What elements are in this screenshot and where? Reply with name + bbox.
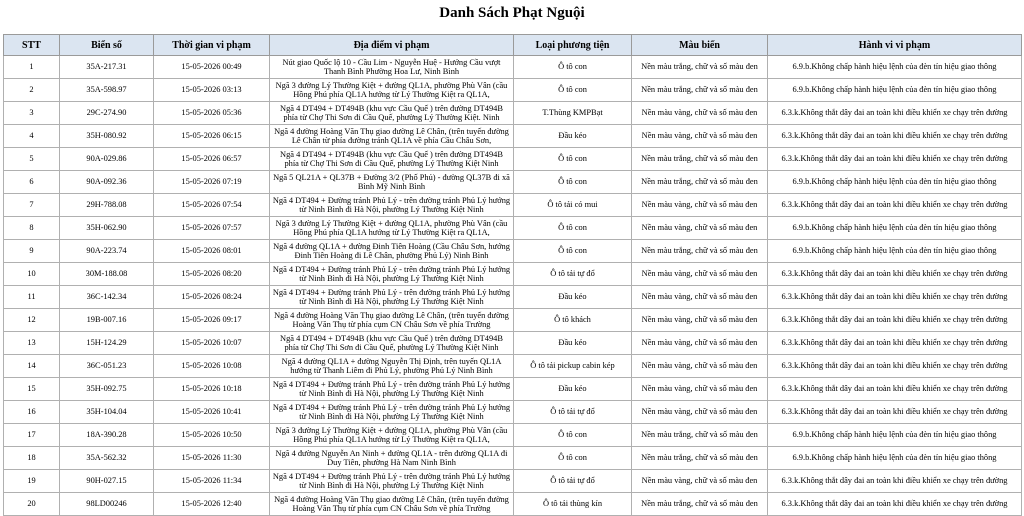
- cell-location: Ngã 4 DT494 + Đường tránh Phủ Lý - trên đường tránh Phủ Lý hướng từ Ninh Bình đi Hà Nội, phường Lý Thường Kiệt Ninh: [270, 401, 514, 424]
- cell-stt: 15: [4, 378, 60, 401]
- cell-time: 15-05-2026 00:49: [154, 56, 270, 79]
- cell-plate: 29H-788.08: [60, 194, 154, 217]
- cell-vehicle: Ô tô con: [514, 148, 632, 171]
- cell-time: 15-05-2026 10:18: [154, 378, 270, 401]
- cell-time: 15-05-2026 12:40: [154, 493, 270, 516]
- cell-location: Ngã 4 đường Nguyễn An Ninh + đường QL1A - trên đường QL1A đi Duy Tiên, phường Hà Nam Ninh Bình: [270, 447, 514, 470]
- table-row: [4, 102, 1022, 125]
- column-header-vehicle: Loại phương tiện: [514, 35, 632, 56]
- cell-stt: 7: [4, 194, 60, 217]
- column-header-stt: STT: [4, 35, 60, 56]
- cell-plate-color: Nền màu trắng, chữ và số màu đen: [632, 56, 768, 79]
- table-row: [4, 309, 1022, 332]
- table-row: [4, 148, 1022, 171]
- cell-location: Ngã 4 đường Hoàng Văn Thụ giao đường Lê Chân, (trên tuyến đường Hoàng Văn Thụ từ phía cụm CN Châu Sơn về phía Trường: [270, 309, 514, 332]
- table-row: [4, 56, 1022, 79]
- cell-vehicle: Ô tô tải tự đổ: [514, 470, 632, 493]
- cell-time: 15-05-2026 07:54: [154, 194, 270, 217]
- cell-time: 15-05-2026 08:01: [154, 240, 270, 263]
- cell-plate-color: Nền màu vàng, chữ và số màu đen: [632, 378, 768, 401]
- cell-plate: 15H-124.29: [60, 332, 154, 355]
- cell-time: 15-05-2026 09:17: [154, 309, 270, 332]
- cell-location: Ngã 5 QL21A + QL37B + Đường 3/2 (Phố Phủ) - đường QL37B đi xã Bình Mỹ Ninh Bình: [270, 171, 514, 194]
- cell-violation: 6.3.k.Không thắt dây đai an toàn khi điều khiển xe chạy trên đường: [768, 125, 1022, 148]
- cell-stt: 8: [4, 217, 60, 240]
- cell-plate: 35H-080.92: [60, 125, 154, 148]
- column-header-violation: Hành vi vi phạm: [768, 35, 1022, 56]
- cell-time: 15-05-2026 10:07: [154, 332, 270, 355]
- table-row: [4, 378, 1022, 401]
- cell-violation: 6.3.k.Không thắt dây đai an toàn khi điều khiển xe chạy trên đường: [768, 332, 1022, 355]
- cell-stt: 6: [4, 171, 60, 194]
- cell-violation: 6.3.k.Không thắt dây đai an toàn khi điều khiển xe chạy trên đường: [768, 470, 1022, 493]
- table-row: [4, 263, 1022, 286]
- table-row: [4, 447, 1022, 470]
- cell-vehicle: Ô tô khách: [514, 309, 632, 332]
- cell-plate: 35H-092.75: [60, 378, 154, 401]
- page-title: Danh Sách Phạt Nguội: [439, 5, 585, 21]
- cell-time: 15-05-2026 03:13: [154, 79, 270, 102]
- table-row: [4, 470, 1022, 493]
- cell-violation: 6.3.k.Không thắt dây đai an toàn khi điều khiển xe chạy trên đường: [768, 309, 1022, 332]
- cell-stt: 17: [4, 424, 60, 447]
- column-header-location: Địa điểm vi phạm: [270, 35, 514, 56]
- cell-plate-color: Nền màu vàng, chữ và số màu đen: [632, 309, 768, 332]
- table-row: [4, 171, 1022, 194]
- cell-vehicle: Ô tô con: [514, 171, 632, 194]
- table-row: [4, 493, 1022, 516]
- table-row: [4, 332, 1022, 355]
- cell-plate-color: Nền màu trắng, chữ và số màu đen: [632, 148, 768, 171]
- cell-plate: 35A-562.32: [60, 447, 154, 470]
- cell-plate-color: Nền màu vàng, chữ và số màu đen: [632, 194, 768, 217]
- cell-violation: 6.9.b.Không chấp hành hiệu lệnh của đèn tín hiệu giao thông: [768, 79, 1022, 102]
- cell-vehicle: Ô tô con: [514, 217, 632, 240]
- cell-plate: 36C-142.34: [60, 286, 154, 309]
- table-header-row: [4, 35, 1022, 56]
- cell-plate: 90A-092.36: [60, 171, 154, 194]
- cell-stt: 12: [4, 309, 60, 332]
- cell-stt: 20: [4, 493, 60, 516]
- cell-location: Ngã 4 DT494 + Đường tránh Phủ Lý - trên đường tránh Phủ Lý hướng từ Ninh Bình đi Hà Nội, phường Lý Thường Kiệt Ninh: [270, 378, 514, 401]
- cell-violation: 6.3.k.Không thắt dây đai an toàn khi điều khiển xe chạy trên đường: [768, 355, 1022, 378]
- cell-plate-color: Nền màu trắng, chữ và số màu đen: [632, 424, 768, 447]
- cell-plate-color: Nền màu vàng, chữ và số màu đen: [632, 102, 768, 125]
- cell-location: Ngã 4 DT494 + Đường tránh Phủ Lý - trên đường tránh Phủ Lý hướng từ Ninh Bình đi Hà Nội, phường Lý Thường Kiệt Ninh: [270, 194, 514, 217]
- cell-vehicle: Đầu kéo: [514, 332, 632, 355]
- cell-plate: 18A-390.28: [60, 424, 154, 447]
- cell-violation: 6.9.b.Không chấp hành hiệu lệnh của đèn tín hiệu giao thông: [768, 217, 1022, 240]
- cell-plate-color: Nền màu vàng, chữ và số màu đen: [632, 332, 768, 355]
- table-row: [4, 79, 1022, 102]
- cell-plate: 35A-598.97: [60, 79, 154, 102]
- cell-location: Ngã 4 đường Hoàng Văn Thụ giao đường Lê Chân, (trên tuyến đường Lê Chân từ phía đường tránh QL1A về phía Cầu Châu Sơn,: [270, 125, 514, 148]
- cell-location: Ngã 3 đường Lý Thường Kiệt + đường QL1A, phường Phù Vân (cầu Hồng Phú phía QL1A hướng từ Lý Thường Kiệt ra QL1A,: [270, 217, 514, 240]
- cell-vehicle: Ô tô con: [514, 240, 632, 263]
- cell-violation: 6.9.b.Không chấp hành hiệu lệnh của đèn tín hiệu giao thông: [768, 171, 1022, 194]
- table-row: [4, 194, 1022, 217]
- cell-time: 15-05-2026 11:34: [154, 470, 270, 493]
- cell-plate: 36C-051.23: [60, 355, 154, 378]
- cell-time: 15-05-2026 11:30: [154, 447, 270, 470]
- cell-plate-color: Nền màu vàng, chữ và số màu đen: [632, 286, 768, 309]
- cell-time: 15-05-2026 06:15: [154, 125, 270, 148]
- cell-vehicle: Ô tô con: [514, 56, 632, 79]
- cell-location: Ngã 4 đường QL1A + đường Đinh Tiên Hoàng (Cầu Châu Sơn, hướng Đinh Tiên Hoàng đi Lê Chân, phường Phủ Lý) Ninh Bình: [270, 240, 514, 263]
- cell-time: 15-05-2026 06:57: [154, 148, 270, 171]
- cell-vehicle: Ô tô tải thùng kín: [514, 493, 632, 516]
- cell-violation: 6.3.k.Không thắt dây đai an toàn khi điều khiển xe chạy trên đường: [768, 401, 1022, 424]
- cell-plate: 35H-104.04: [60, 401, 154, 424]
- cell-stt: 13: [4, 332, 60, 355]
- cell-vehicle: Ô tô tải có mui: [514, 194, 632, 217]
- table-body: [4, 56, 1022, 516]
- cell-plate-color: Nền màu trắng, chữ và số màu đen: [632, 240, 768, 263]
- cell-violation: 6.3.k.Không thắt dây đai an toàn khi điều khiển xe chạy trên đường: [768, 148, 1022, 171]
- cell-time: 15-05-2026 07:57: [154, 217, 270, 240]
- table-row: [4, 355, 1022, 378]
- column-header-time: Thời gian vi phạm: [154, 35, 270, 56]
- cell-plate: 98LD00246: [60, 493, 154, 516]
- cell-violation: 6.9.b.Không chấp hành hiệu lệnh của đèn tín hiệu giao thông: [768, 447, 1022, 470]
- cell-stt: 1: [4, 56, 60, 79]
- cell-plate-color: Nền màu vàng, chữ và số màu đen: [632, 217, 768, 240]
- cell-vehicle: Đầu kéo: [514, 125, 632, 148]
- cell-violation: 6.3.k.Không thắt dây đai an toàn khi điều khiển xe chạy trên đường: [768, 286, 1022, 309]
- cell-plate-color: Nền màu vàng, chữ và số màu đen: [632, 125, 768, 148]
- cell-violation: 6.9.b.Không chấp hành hiệu lệnh của đèn tín hiệu giao thông: [768, 240, 1022, 263]
- cell-time: 15-05-2026 10:50: [154, 424, 270, 447]
- cell-stt: 2: [4, 79, 60, 102]
- cell-plate-color: Nền màu trắng, chữ và số màu đen: [632, 171, 768, 194]
- cell-location: Ngã 4 DT494 + Đường tránh Phủ Lý - trên đường tránh Phủ Lý hướng từ Ninh Bình đi Hà Nội, phường Lý Thường Kiệt Ninh: [270, 470, 514, 493]
- cell-vehicle: Ô tô con: [514, 424, 632, 447]
- cell-plate: 29C-274.90: [60, 102, 154, 125]
- cell-plate-color: Nền màu trắng, chữ và số màu đen: [632, 447, 768, 470]
- cell-location: Ngã 4 DT494 + Đường tránh Phủ Lý - trên đường tránh Phủ Lý hướng từ Ninh Bình đi Hà Nội, phường Lý Thường Kiệt Ninh: [270, 286, 514, 309]
- table-row: [4, 401, 1022, 424]
- cell-plate: 90A-223.74: [60, 240, 154, 263]
- cell-location: Ngã 4 DT494 + Đường tránh Phủ Lý - trên đường tránh Phủ Lý hướng từ Ninh Bình đi Hà Nội, phường Lý Thường Kiệt Ninh: [270, 263, 514, 286]
- table-row: [4, 286, 1022, 309]
- cell-plate: 90H-027.15: [60, 470, 154, 493]
- cell-violation: 6.3.k.Không thắt dây đai an toàn khi điều khiển xe chạy trên đường: [768, 194, 1022, 217]
- cell-stt: 14: [4, 355, 60, 378]
- cell-stt: 9: [4, 240, 60, 263]
- cell-violation: 6.3.k.Không thắt dây đai an toàn khi điều khiển xe chạy trên đường: [768, 493, 1022, 516]
- cell-location: Ngã 3 đường Lý Thường Kiệt + đường QL1A, phường Phù Vân (cầu Hồng Phú phía QL1A hướng từ Lý Thường Kiệt ra QL1A,: [270, 424, 514, 447]
- cell-plate: 35H-062.90: [60, 217, 154, 240]
- cell-location: Ngã 4 đường QL1A + đường Nguyễn Thị Định, trên tuyến QL1A hướng từ Thanh Liêm đi Phủ Lý, phường Phủ Lý Ninh Bình: [270, 355, 514, 378]
- cell-plate-color: Nền màu vàng, chữ và số màu đen: [632, 470, 768, 493]
- cell-time: 15-05-2026 08:20: [154, 263, 270, 286]
- cell-plate-color: Nền màu vàng, chữ và số màu đen: [632, 263, 768, 286]
- cell-plate-color: Nền màu trắng, chữ và số màu đen: [632, 79, 768, 102]
- cell-stt: 3: [4, 102, 60, 125]
- cell-plate: 35A-217.31: [60, 56, 154, 79]
- cell-location: Ngã 4 DT494 + DT494B (khu vực Cầu Quế ) trên đường DT494B phía từ Chợ Thi Sơn đi Cầu Quế, phường Lý Thường Kiệt. Ninh: [270, 102, 514, 125]
- cell-stt: 5: [4, 148, 60, 171]
- cell-time: 15-05-2026 07:19: [154, 171, 270, 194]
- cell-plate: 30M-188.08: [60, 263, 154, 286]
- cell-vehicle: Ô tô tải pickup cabin kép: [514, 355, 632, 378]
- violations-table: [3, 34, 1022, 516]
- cell-plate-color: Nền màu vàng, chữ và số màu đen: [632, 401, 768, 424]
- cell-time: 15-05-2026 10:41: [154, 401, 270, 424]
- cell-time: 15-05-2026 08:24: [154, 286, 270, 309]
- table-row: [4, 240, 1022, 263]
- cell-vehicle: Đầu kéo: [514, 286, 632, 309]
- cell-location: Ngã 4 DT494 + DT494B (khu vực Cầu Quế ) trên đường DT494B phía từ Chợ Thi Sơn đi Cầu Quế, phường Lý Thường Kiệt Ninh: [270, 332, 514, 355]
- cell-violation: 6.9.b.Không chấp hành hiệu lệnh của đèn tín hiệu giao thông: [768, 424, 1022, 447]
- column-header-plate: Biển số: [60, 35, 154, 56]
- table-row: [4, 424, 1022, 447]
- cell-location: Ngã 4 DT494 + DT494B (khu vực Cầu Quế ) trên đường DT494B phía từ Chợ Thi Sơn đi Cầu Quế, phường Lý Thường Kiệt Ninh: [270, 148, 514, 171]
- table-row: [4, 125, 1022, 148]
- cell-stt: 11: [4, 286, 60, 309]
- cell-stt: 10: [4, 263, 60, 286]
- table-row: [4, 217, 1022, 240]
- cell-vehicle: Ô tô tải tự đổ: [514, 401, 632, 424]
- cell-time: 15-05-2026 05:36: [154, 102, 270, 125]
- cell-plate-color: Nền màu trắng, chữ và số màu đen: [632, 493, 768, 516]
- cell-violation: 6.3.k.Không thắt dây đai an toàn khi điều khiển xe chạy trên đường: [768, 378, 1022, 401]
- cell-vehicle: Ô tô con: [514, 447, 632, 470]
- cell-vehicle: Ô tô tải tự đổ: [514, 263, 632, 286]
- column-header-plate-color: Màu biển: [632, 35, 768, 56]
- cell-stt: 18: [4, 447, 60, 470]
- cell-vehicle: Ô tô con: [514, 79, 632, 102]
- cell-plate: 19B-007.16: [60, 309, 154, 332]
- cell-violation: 6.3.k.Không thắt dây đai an toàn khi điều khiển xe chạy trên đường: [768, 263, 1022, 286]
- cell-stt: 4: [4, 125, 60, 148]
- cell-stt: 19: [4, 470, 60, 493]
- cell-vehicle: Đầu kéo: [514, 378, 632, 401]
- cell-violation: 6.9.b.Không chấp hành hiệu lệnh của đèn tín hiệu giao thông: [768, 56, 1022, 79]
- cell-location: Nút giao Quốc lộ 10 - Cầu Lim - Nguyễn Huệ - Hướng Cầu vượt Thanh Bình Phường Hoa Lư, Ninh Bình: [270, 56, 514, 79]
- cell-violation: 6.3.k.Không thắt dây đai an toàn khi điều khiển xe chạy trên đường: [768, 102, 1022, 125]
- cell-time: 15-05-2026 10:08: [154, 355, 270, 378]
- cell-stt: 16: [4, 401, 60, 424]
- cell-location: Ngã 3 đường Lý Thường Kiệt + đường QL1A, phường Phù Vân (cầu Hồng Phú phía QL1A hướng từ Lý Thường Kiệt ra QL1A,: [270, 79, 514, 102]
- cell-plate-color: Nền màu vàng, chữ và số màu đen: [632, 355, 768, 378]
- cell-vehicle: T.Thùng KMPBạt: [514, 102, 632, 125]
- cell-location: Ngã 4 đường Hoàng Văn Thụ giao đường Lê Chân, (trên tuyến đường Hoàng Văn Thụ từ phía cụm CN Châu Sơn về phía Trường: [270, 493, 514, 516]
- cell-plate: 90A-029.86: [60, 148, 154, 171]
